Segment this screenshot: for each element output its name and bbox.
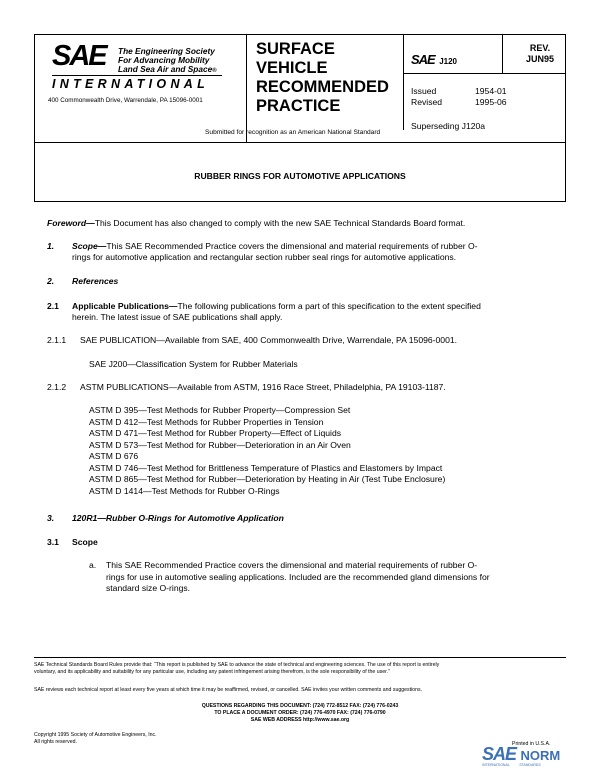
- copyright: Copyright 1995 Society of Automotive Engineers, Inc. All rights reserved.: [34, 732, 157, 745]
- astm-publications: ASTM PUBLICATIONS—Available from ASTM, 1916 Race Street, Philadelphia, PA 19103-1187.: [80, 382, 446, 392]
- divider: [403, 73, 566, 74]
- submitted-note: Submitted for recognition as an American National Standard: [205, 129, 381, 136]
- sae-logo: SAE: [52, 40, 106, 72]
- section-number: 2.1.1: [47, 335, 67, 345]
- section-number: 2.: [47, 276, 55, 286]
- section-number: 2.1.2: [47, 382, 67, 392]
- international-label: INTERNATIONAL: [52, 77, 210, 91]
- reference-item: ASTM D 676: [89, 451, 139, 461]
- section-applicable-cont: herein. The latest issue of SAE publications shall apply.: [72, 312, 283, 322]
- reference-item: ASTM D 412—Test Methods for Rubber Properties in Tension: [89, 416, 324, 427]
- reference-item: ASTM D 395—Test Methods for Rubber Property—Compression Set: [89, 405, 351, 415]
- section-scope: Scope—This SAE Recommended Practice covers the dimensional and material requirements of rubber O-: [72, 241, 478, 251]
- divider: [403, 35, 404, 130]
- section-number: 3.: [47, 513, 55, 523]
- reference-item: ASTM D 471—Test Method for Rubber Property—Effect of Liquids: [89, 428, 342, 438]
- reference-item: ASTM D 573—Test Method for Rubber—Deterioration in an Air Oven: [89, 439, 351, 450]
- divider: [246, 35, 247, 143]
- revision: REV. JUN95: [525, 43, 554, 64]
- document-type: SURFACE VEHICLE RECOMMENDED PRACTICE: [256, 40, 389, 115]
- society-tagline: The Engineering Society For Advancing Mobility Land Sea Air and Space®: [118, 46, 217, 74]
- sae-publications: SAE PUBLICATION—Available from SAE, 400 Commonwealth Drive, Warrendale, PA 15096-0001.: [80, 335, 458, 345]
- superseding: Superseding J120a: [411, 121, 486, 131]
- reference-item: ASTM D 1414—Test Methods for Rubber O-Rings: [89, 485, 280, 496]
- document-number: SAE J120: [411, 52, 457, 67]
- section-references: References: [72, 276, 119, 286]
- reference-item: SAE J200—Classification System for Rubber Materials: [89, 359, 298, 369]
- board-rules: SAE Technical Standards Board Rules provide that: “This report is published by SAE to advance the state of technical and engineering sciences. The use of this report is entirely voluntary, and its applicability and suitability for any particular use, including any patent infringement arising therefrom, is the sole responsibility of the user.”: [34, 662, 440, 675]
- review-note: SAE reviews each technical report at least every five years at which time it may be reaffirmed, revised, or cancelled. SAE invites your written comments and suggestions.: [34, 687, 422, 693]
- astm-reference-list: [89, 405, 445, 497]
- sae-norm-watermark: SAE NORM INTERNATIONAL STANDARDS: [482, 744, 561, 767]
- foreword: Foreword—This Document has also changed to comply with the new SAE Technical Standards Board format.: [47, 218, 466, 228]
- section-orings: 120R1—Rubber O-Rings for Automotive Application: [72, 513, 284, 523]
- list-letter: a.: [89, 560, 97, 570]
- section-applicable: Applicable Publications—The following publications form a part of this specification to the extent specified: [72, 301, 481, 311]
- section-number: 2.1: [47, 301, 59, 311]
- footer-rule: [34, 657, 566, 658]
- divider: [502, 35, 503, 73]
- section-scope-3-1: Scope: [72, 537, 98, 547]
- printed-note: Printed in U.S.A.: [512, 741, 551, 747]
- section-scope-cont: rings for automotive application and rectangular section rubber seal rings for automotive applications.: [72, 252, 457, 262]
- reference-item: ASTM D 865—Test Method for Rubber—Deterioration by Heating in Air (Test Tube Enclosure): [89, 474, 446, 484]
- logo-rule: [52, 75, 222, 76]
- reference-item: ASTM D 746—Test Method for Brittleness Temperature of Plastics and Elastomers by Impact: [89, 462, 443, 473]
- sae-mark: SAE: [411, 52, 435, 67]
- section-number: 3.1: [47, 537, 59, 547]
- document-title: RUBBER RINGS FOR AUTOMOTIVE APPLICATIONS: [194, 171, 406, 181]
- issue-dates: Issued 1954-01 Revised 1995-06: [411, 86, 507, 107]
- scope-paragraph: This SAE Recommended Practice covers the dimensional and material requirements of rubber O- rings for use in automotive sealing applications. Included are the recommended gland dimensions for standard size O-rings.: [106, 560, 490, 593]
- contact-info: QUESTIONS REGARDING THIS DOCUMENT: (724) 772-8512 FAX: (724) 776-0243 TO PLACE A DOCUMENT ORDER: (724) 776-4970 FAX: (724) 776-0790 SAE WEB ADDRESS http://www.sae.org: [201, 703, 399, 723]
- address: 400 Commonwealth Drive, Warrendale, PA 15096-0001: [48, 97, 203, 104]
- section-number: 1.: [47, 241, 55, 251]
